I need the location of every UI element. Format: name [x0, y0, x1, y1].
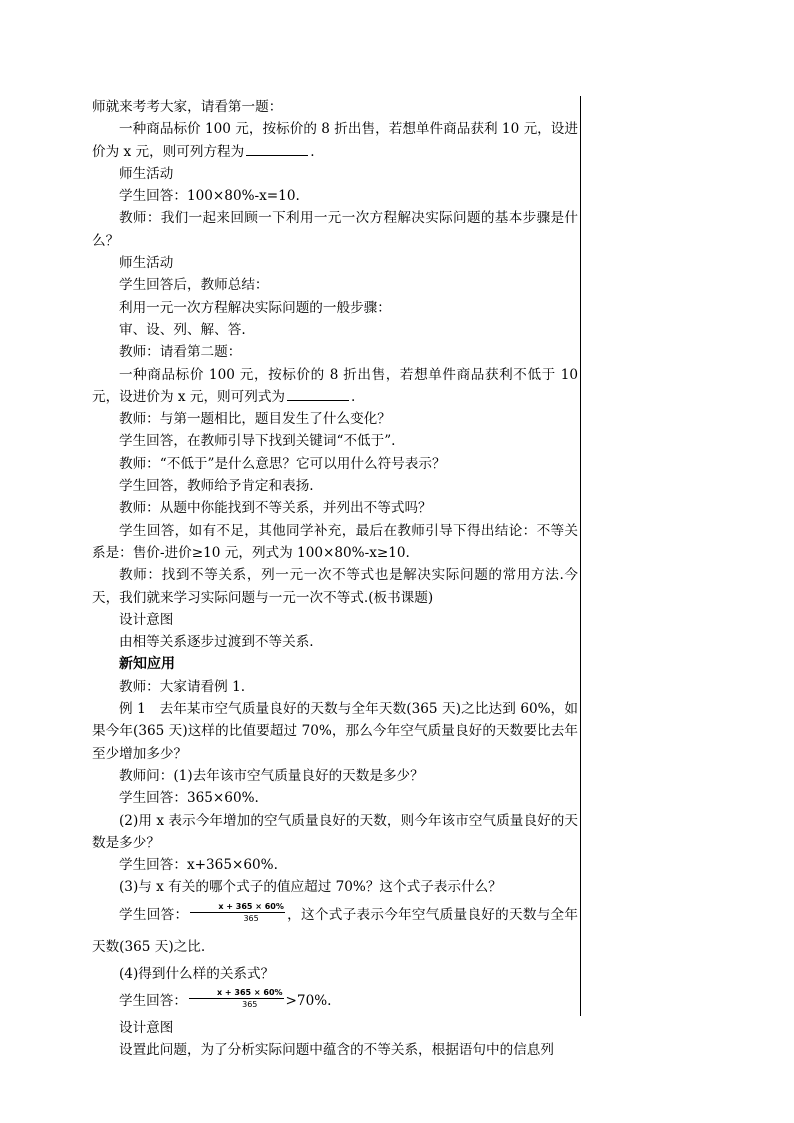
answer-with-fraction: 学生回答： $\frac{x + 365 \times 60\%}{365}$ >70%.: [119, 988, 332, 1010]
paragraph: 设置此问题，为了分析实际问题中蕴含的不等关系，根据语句中的信息列: [119, 1042, 554, 1059]
question-2: 一种商品标价 100 元，按标价的 8 折出售，若想单件商品获利不低于 10 元，设进价为 x 元，则可列式为 .: [92, 366, 578, 405]
fraction: $\frac{x + 365 \times 60\%}{365}$: [189, 988, 284, 1010]
paragraph: 学生回答，如有不足，其他同学补充，最后在教师引导下得出结论：不等关系是：售价-进价≥10 元，列式为 100×80%-x≥10.: [92, 522, 578, 561]
example-1: 例 1 去年某市空气质量良好的天数与全年天数(365 天)之比达到 60%，如果今年(365 天)这样的比值要超过 70%，那么今年空气质量良好的天数要比去年至少增加多少？: [92, 701, 578, 762]
paragraph: 教师：“不低于”是什么意思？它可以用什么符号表示？: [119, 455, 446, 472]
section-label: 设计意图: [119, 1019, 174, 1036]
section-heading: 新知应用: [119, 656, 175, 673]
paragraph: (3)与 x 有关的哪个式子的值应超过 70%？这个式子表示什么？: [119, 879, 502, 896]
document-body: [92, 96, 578, 1062]
paragraph: 审、设、列、解、答.: [119, 321, 246, 338]
answer-blank: [287, 388, 349, 401]
answer-blank: [246, 143, 308, 156]
paragraph: 学生回答：365×60%.: [119, 790, 259, 807]
section-label: 师生活动: [119, 165, 174, 182]
paragraph: (4)得到什么样的关系式？: [119, 965, 275, 982]
answer-with-fraction: 学生回答： $\frac{x + 365 \times 60\%}{365}$ ，这个式子表示今年空气质量良好的天数与全年天数(365 天)之比.: [92, 902, 579, 955]
paragraph: 由相等关系逐步过渡到不等关系.: [119, 634, 314, 651]
paragraph: (2)用 x 表示今年增加的空气质量良好的天数，则今年该市空气质量良好的天数是多少？: [92, 812, 578, 851]
section-label: 设计意图: [119, 611, 174, 628]
paragraph: 学生回答后，教师总结：: [119, 277, 269, 294]
paragraph: 教师：大家请看例 1.: [119, 678, 246, 695]
paragraph: 学生回答：100×80%-x=10.: [119, 188, 300, 205]
paragraph: 教师：与第一题相比，题目发生了什么变化？: [119, 411, 391, 428]
paragraph: 师就来考考大家，请看第一题：: [92, 99, 283, 115]
paragraph: 学生回答，教师给予肯定和表扬.: [119, 478, 314, 495]
fraction: $\frac{x + 365 \times 60\%}{365}$: [190, 902, 285, 924]
paragraph: 学生回答：x+365×60%.: [119, 857, 278, 874]
table-right-border: [580, 96, 581, 1016]
paragraph: 教师：我们一起来回顾一下利用一元一次方程解决实际问题的基本步骤是什么？: [92, 210, 578, 249]
question-1: 一种商品标价 100 元，按标价的 8 折出售，若想单件商品获利 10 元，设进价为 x 元，则可列方程为 .: [92, 121, 578, 160]
paragraph: 教师：请看第二题：: [119, 344, 242, 361]
paragraph: 利用一元一次方程解决实际问题的一般步骤：: [119, 299, 391, 316]
paragraph: 教师问：(1)去年该市空气质量良好的天数是多少？: [119, 767, 424, 784]
paragraph: 教师：从题中你能找到不等关系，并列出不等式吗？: [119, 500, 432, 517]
paragraph: 学生回答，在教师引导下找到关键词“不低于”.: [119, 433, 396, 450]
paragraph: 教师：找到不等关系，列一元一次不等式也是解决实际问题的常用方法.今天，我们就来学习实际问题与一元一次不等式.(板书课题): [92, 567, 578, 606]
section-label: 师生活动: [119, 255, 174, 272]
